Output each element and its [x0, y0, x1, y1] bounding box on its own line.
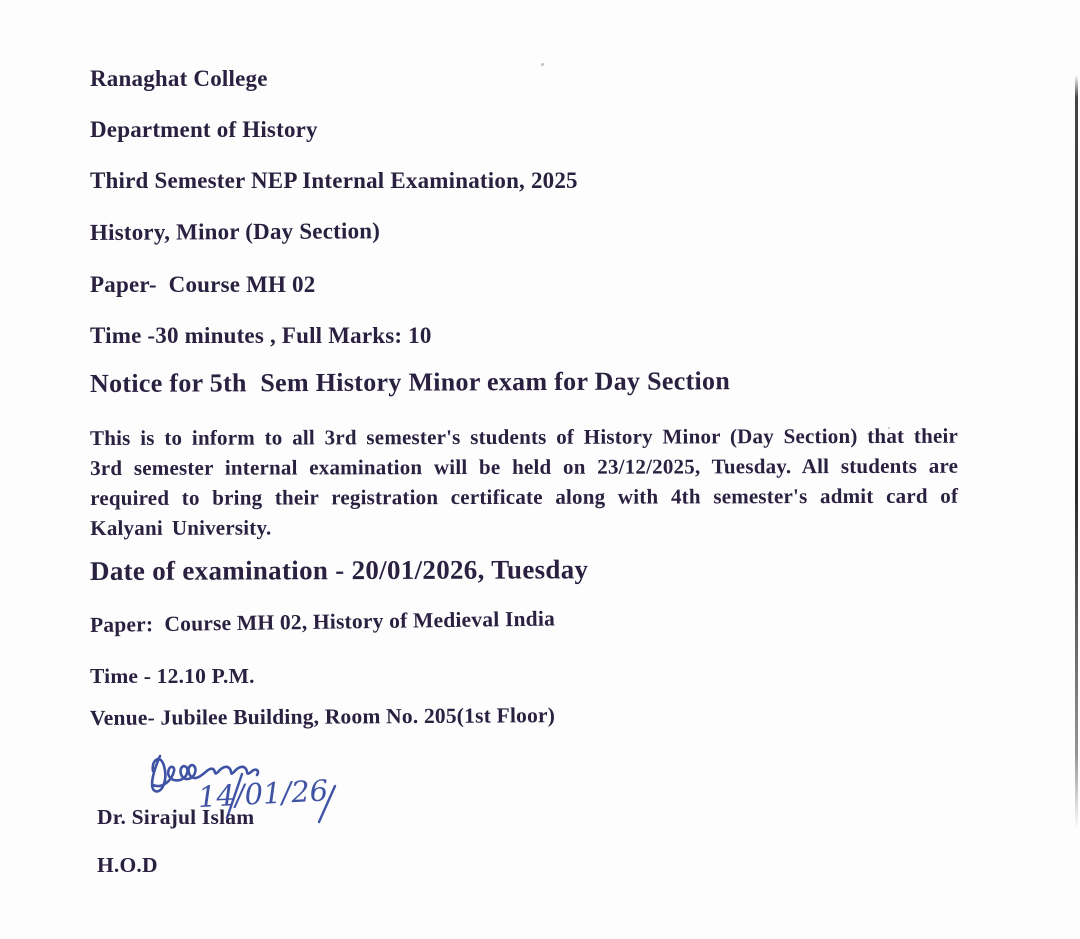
exam-time: Time - 12.10 P.M. [90, 664, 255, 688]
scan-speck [888, 427, 890, 429]
exam-date-heading: Date of examination - 20/01/2026, Tuesday [89, 554, 589, 586]
exam-venue: Venue- Jubilee Building, Room No. 205(1st Floor) [89, 703, 556, 730]
scan-speck [541, 63, 544, 66]
notice-heading: Notice for 5th Sem History Minor exam for Day Section [89, 366, 731, 398]
scan-edge-artifact [1075, 75, 1078, 830]
signature-date: 14/01/26 [197, 773, 329, 815]
signatory-title: H.O.D [97, 853, 158, 877]
course-section: History, Minor (Day Section) [89, 218, 381, 245]
exam-title: Third Semester NEP Internal Examination, 2025 [90, 168, 578, 193]
time-marks: Time -30 minutes , Full Marks: 10 [90, 323, 432, 348]
paper-course: Paper- Course MH 02 [90, 272, 316, 297]
exam-paper: Paper: Course MH 02, History of Medieval India [89, 606, 556, 637]
department-name: Department of History [90, 117, 318, 142]
notice-body: This is to inform to all 3rd semester's students of History Minor (Day Section) that their 3rd semester internal examination will be held on 23/12/2025, Tuesday. All students are required to bring their registration certificate along with 4th semester's admit card of Kalyani University. [90, 423, 959, 540]
college-name: Ranaghat College [90, 66, 268, 91]
signature-name: Dr. Sirajul Islam [97, 805, 255, 829]
